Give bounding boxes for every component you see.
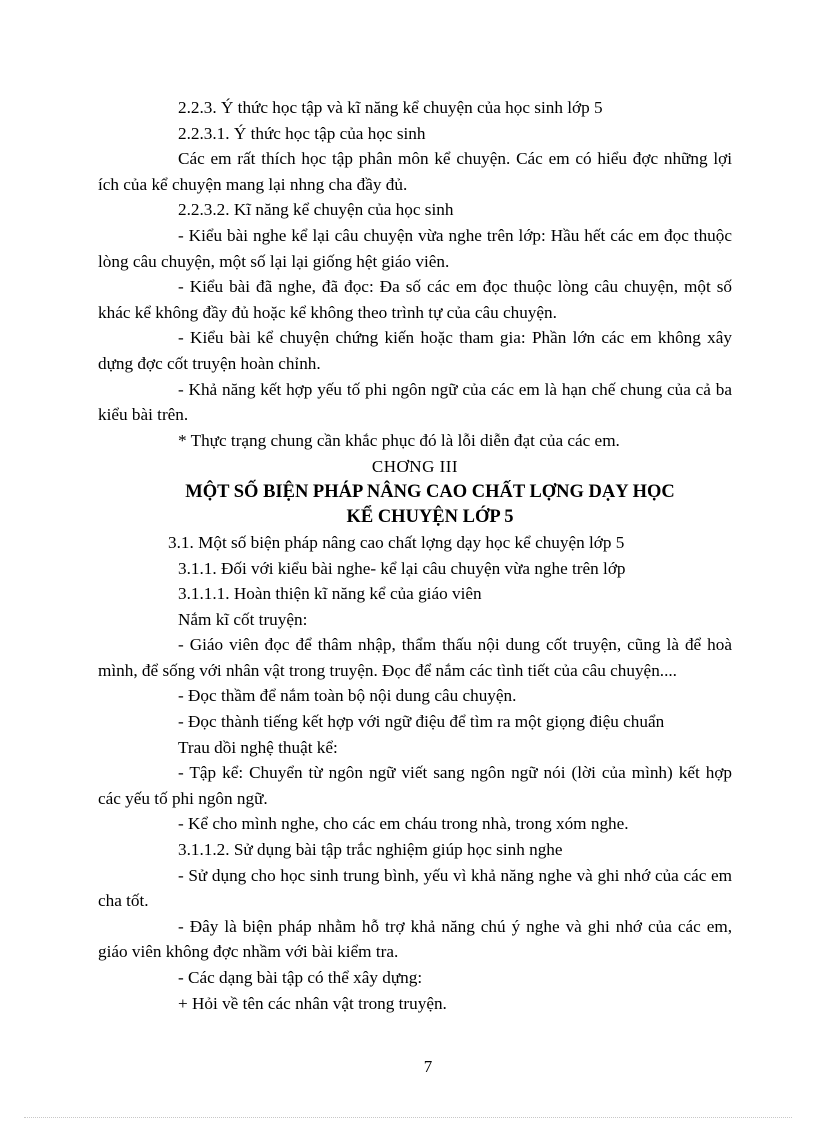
list-item: - Kiểu bài nghe kể lại câu chuyện vừa nghe trên lớp: Hầu hết các em đọc thuộc lòng câu chuyện, một số lại lại giống hệt giáo viên. [98, 225, 732, 271]
list-item: - Đây là biện pháp nhằm hỗ trợ khả năng chú ý nghe và ghi nhớ của các em, giáo viên không đợc nhầm với bài kiểm tra. [98, 916, 732, 962]
section-heading-3-1: 3.1. Một số biện pháp nâng cao chất lợng dạy học kể chuyện lớp 5 [168, 532, 625, 552]
chapter-title-line-1: MỘT SỐ BIỆN PHÁP NÂNG CAO CHẤT LỢNG DẠY HỌC [185, 481, 675, 502]
list-item: - Các dạng bài tập có thể xây dựng: [178, 968, 423, 987]
subsection-heading-3-1-1-1: 3.1.1.1. Hoàn thiện kĩ năng kể của giáo viên [178, 584, 482, 604]
list-item: - Khả năng kết hợp yếu tố phi ngôn ngữ của các em là hạn chế chung của cả ba kiểu bài trên. [98, 379, 732, 425]
chapter-title-line-2: KỂ CHUYỆN LỚP 5 [346, 506, 514, 527]
section-heading-2-2-3: 2.2.3. Ý thức học tập và kĩ năng kể chuyện của học sinh lớp 5 [178, 98, 603, 117]
list-item: - Tập kể: Chuyển từ ngôn ngữ viết sang ngôn ngữ nói (lời của mình) kết hợp các yếu tố phi ngôn ngữ. [98, 763, 732, 808]
subsection-heading-3-1-1: 3.1.1. Đối với kiểu bài nghe- kể lại câu chuyện vừa nghe trên lớp [178, 558, 626, 578]
list-item: - Đọc thầm để nắm toàn bộ nội dung câu chuyện. [178, 686, 517, 706]
subsection-heading-3-1-1-2: 3.1.1.2. Sử dụng bài tập trắc nghiệm giúp học sinh nghe [178, 840, 563, 860]
subsection-heading-2-2-3-1: 2.2.3.1. Ý thức học tập của học sinh [178, 123, 426, 143]
paragraph-label: Nắm kĩ cốt truyện: [178, 609, 308, 629]
list-item: - Đọc thành tiếng kết hợp với ngữ điệu để tìm ra một giọng điệu chuẩn [178, 712, 665, 732]
summary-note: * Thực trạng chung cần khắc phục đó là lỗi diễn đạt của các em. [178, 430, 620, 450]
paragraph: Các em rất thích học tập phân môn kể chuyện. Các em có hiểu đợc những lợi ích của kể chuyện mang lại nhng cha đầy đủ. [98, 149, 732, 194]
list-item: - Sử dụng cho học sinh trung bình, yếu vì khả năng nghe và ghi nhớ của các em cha tốt. [98, 865, 732, 911]
footer-divider [24, 1117, 792, 1118]
paragraph-label: Trau dồi nghệ thuật kể: [178, 737, 338, 757]
list-item: - Giáo viên đọc để thâm nhập, thẩm thấu nội dung cốt truyện, cũng là để hoà mình, để sống với nhân vật trong truyện. Đọc để nắm các tình tiết của câu chuyện.... [98, 635, 732, 680]
list-item: - Kiểu bài đã nghe, đã đọc: Đa số các em đọc thuộc lòng câu chuyện, một số khác kể không đầy đủ hoặc kể không theo trình tự của câu chuyện. [98, 277, 732, 322]
list-item: - Kể cho mình nghe, cho các em cháu trong nhà, trong xóm nghe. [178, 814, 629, 834]
subsection-heading-2-2-3-2: 2.2.3.2. Kĩ năng kể chuyện của học sinh [178, 200, 454, 220]
list-item: - Kiểu bài kể chuyện chứng kiến hoặc tham gia: Phần lớn các em không xây dựng đợc cốt truyện hoàn chỉnh. [98, 328, 732, 373]
list-item: + Hỏi về tên các nhân vật trong truyện. [178, 993, 447, 1013]
page-content [98, 95, 732, 1016]
chapter-label: CHƠNG III [371, 457, 459, 477]
page-number: 7 [423, 1057, 433, 1076]
